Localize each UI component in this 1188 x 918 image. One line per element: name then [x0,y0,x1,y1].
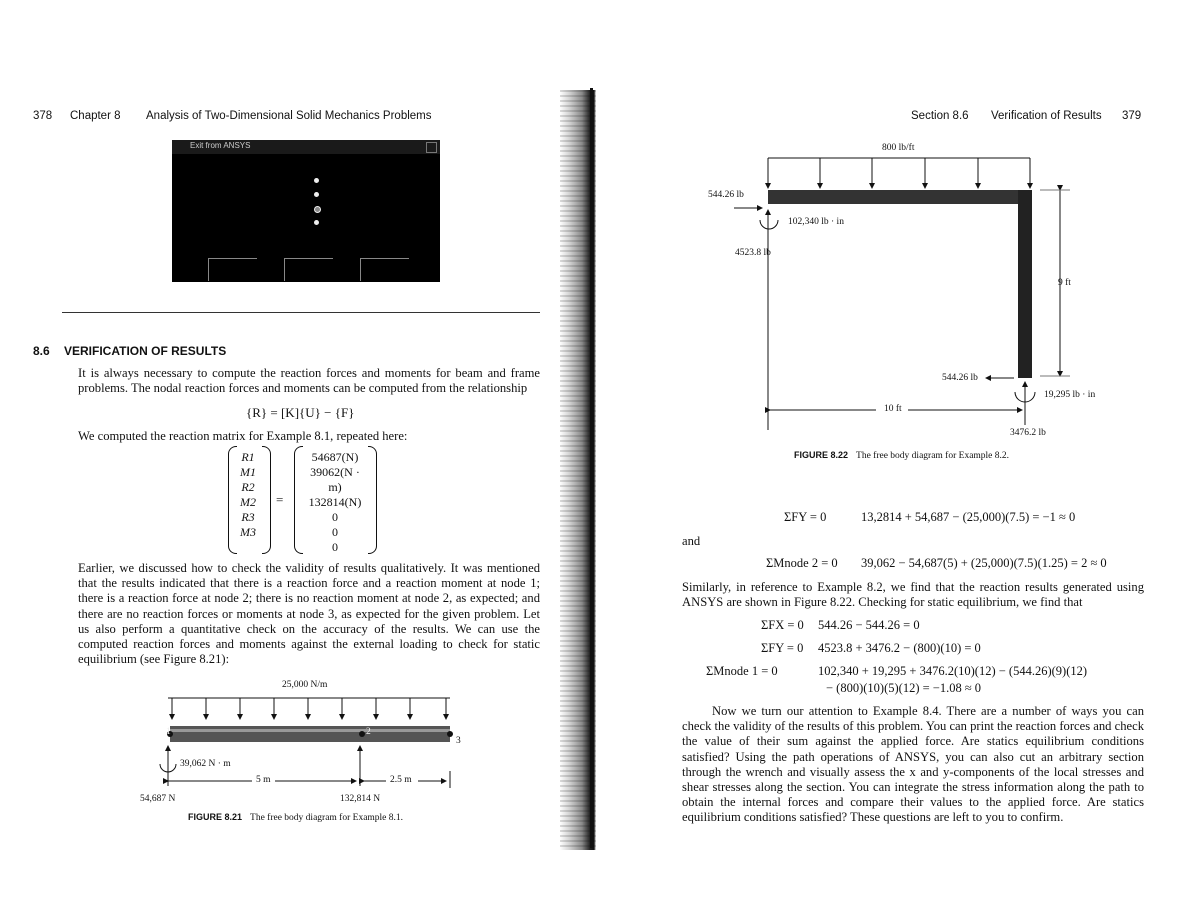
node-3-label: 3 [456,736,461,746]
node-1-label: 1 [166,727,171,737]
matrix-left-cell: R1 [241,450,255,464]
node-3-marker [447,731,453,737]
help-button [360,258,409,281]
beam [170,726,450,742]
book-spine-edge [590,88,593,848]
equation-4-rhs: 4523.8 + 3476.2 − (800)(10) = 0 [818,641,981,655]
load-label: 25,000 N/m [282,680,328,690]
relationship-equation: {R} = [K]{U} − {F} [246,405,355,420]
vertical-member [1018,190,1032,378]
radio-option-3 [314,206,321,213]
equation-4-lhs: ΣFY = 0 [761,641,804,655]
figure-8-21-caption-label: FIGURE 8.21 [188,812,243,822]
matrix-left-cell: R3 [241,510,255,524]
left-moment-label: 102,340 lb · in [788,217,844,227]
matrix-left-cell: R2 [241,480,255,494]
left-vertical-label: 4523.8 lb [735,248,771,258]
matrix-right-cell: 0 [332,510,338,524]
figure-rule [62,312,540,313]
reaction-matrix [228,446,378,554]
dialog-title: Exit from ANSYS [190,141,251,150]
equation-5-lhs: ΣMnode 1 = 0 [706,664,778,678]
equation-5-rhs-line2: − (800)(10)(5)(12) = −1.08 ≈ 0 [826,681,982,695]
dialog-titlebar [172,140,440,154]
and-text: and [682,534,701,548]
bottom-moment-label: 19,295 lb · in [1044,390,1096,400]
paragraph-example-8-2: Similarly, in reference to Example 8.2, we find that the reaction results generated using ANSYS are shown in Figure 8.22. Checking for static equilibrium, we find that [682,580,1144,610]
section-title: VERIFICATION OF RESULTS [64,344,227,358]
dimension-label-1: 5 m [256,775,271,785]
equation-3-rhs: 544.26 − 544.26 = 0 [818,618,920,632]
width-label: 10 ft [884,404,902,414]
close-icon [426,142,437,153]
node-2-marker [359,731,365,737]
equation-5-rhs-line1: 102,340 + 19,295 + 3476.2(10)(12) − (544.26)(9)(12) [818,664,1088,678]
matrix-right-vector [302,450,368,555]
moment-label: 39,062 N · m [180,759,231,769]
page-number-left: 378 [33,110,53,122]
load-arrows [172,698,446,719]
radio-option-1 [314,178,319,183]
section-title-right: Verification of Results [991,110,1102,122]
paragraph-example-8-4: Now we turn our attention to Example 8.4. There are a number of ways you can check the validity of the results of this problem. You can print the reaction forces and check the value of their sum against the applied force. Are statics equilibrium conditions satisfied? Using the path operations of ANSYS, you can also cut an arbitrary section through the wrench and visually assess the x and y-components of the local stresses and shear stresses along the section. You can integrate the stress information along the path to obtain the internal forces and compare their values to the applied force. Are statics equilibrium conditions satisfied? These questions are left to you to confirm. [682,704,1144,825]
equation-2-rhs: 39,062 − 54,687(5) + (25,000)(7.5)(1.25) = 2 ≈ 0 [861,556,1107,570]
left-brace-close [262,446,271,554]
matrix-right-cell: 54687(N) [311,450,359,464]
right-brace-close [368,446,377,554]
cancel-button [284,258,333,281]
ansys-exit-dialog [172,140,440,282]
ok-button [208,258,257,281]
reaction-1-label: 54,687 N [140,794,176,804]
paragraph-matrix-intro: We computed the reaction matrix for Example 8.1, repeated here: [78,429,408,443]
node-2-label: 2 [366,727,371,737]
matrix-right-cell: 0 [332,525,338,539]
matrix-left-cell: M1 [240,465,256,479]
chapter-title: Analysis of Two-Dimensional Solid Mechanics Problems [146,110,432,122]
radio-option-2 [314,192,319,197]
section-label-right: Section 8.6 [911,110,969,122]
horizontal-member [768,190,1030,204]
equation-2-lhs: ΣMnode 2 = 0 [766,556,838,570]
left-force-label: 544.26 lb [708,190,744,200]
figure-8-22 [708,140,1110,470]
matrix-right-cell: 39062(N · m) [310,465,360,494]
equation-1-rhs: 13,2814 + 54,687 − (25,000)(7.5) = −1 ≈ 0 [861,510,1076,524]
dimension-label-2: 2.5 m [390,775,412,785]
figure-8-22-caption [794,450,1009,461]
page-number-right: 379 [1122,110,1142,122]
left-moment-arc [760,220,778,229]
bottom-force-label: 544.26 lb [942,373,978,383]
matrix-left-vector [236,450,260,540]
figure-8-22-caption-label: FIGURE 8.22 [794,450,849,460]
figure-8-21-caption-text: The free body diagram for Example 8.1. [250,813,404,823]
matrix-left-cell: M3 [240,525,256,539]
bottom-vertical-label: 3476.2 lb [1010,428,1046,438]
radio-option-4 [314,220,319,225]
figure-8-21 [140,676,470,826]
equation-1-lhs: ΣFY = 0 [784,510,827,524]
equals-sign: = [276,492,284,507]
matrix-right-cell: 0 [332,540,338,554]
equation-3-lhs: ΣFX = 0 [761,618,804,632]
reaction-2-label: 132,814 N [340,794,381,804]
section-number: 8.6 [33,344,50,358]
load-label: 800 lb/ft [882,143,915,153]
paragraph-intro: It is always necessary to compute the reaction forces and moments for beam and frame problems. The nodal reaction forces and moments can be computed from the relationship [78,366,540,396]
chapter-label: Chapter 8 [70,110,121,122]
beam-diagram [140,676,470,806]
matrix-left-cell: M2 [240,495,256,509]
figure-8-21-caption [188,812,403,823]
height-label: 9 ft [1058,278,1071,288]
matrix-right-cell: 132814(N) [308,495,362,509]
figure-8-22-caption-text: The free body diagram for Example 8.2. [856,451,1010,461]
paragraph-validity: Earlier, we discussed how to check the validity of results qualitatively. It was mentioned that the results indicated that there is a reaction force and a reaction moment at node 1; there is a reaction force at node 2; there is no reaction moment at node 2, as expected; and there are no reaction forces or moments at node 3, as expected for the given problem. Let us also perform a quantitative check on the accuracy of the results. We can use the computed reaction forces and moments against the external loading to check for static equilibrium (see Figure 8.21): [78,561,540,667]
